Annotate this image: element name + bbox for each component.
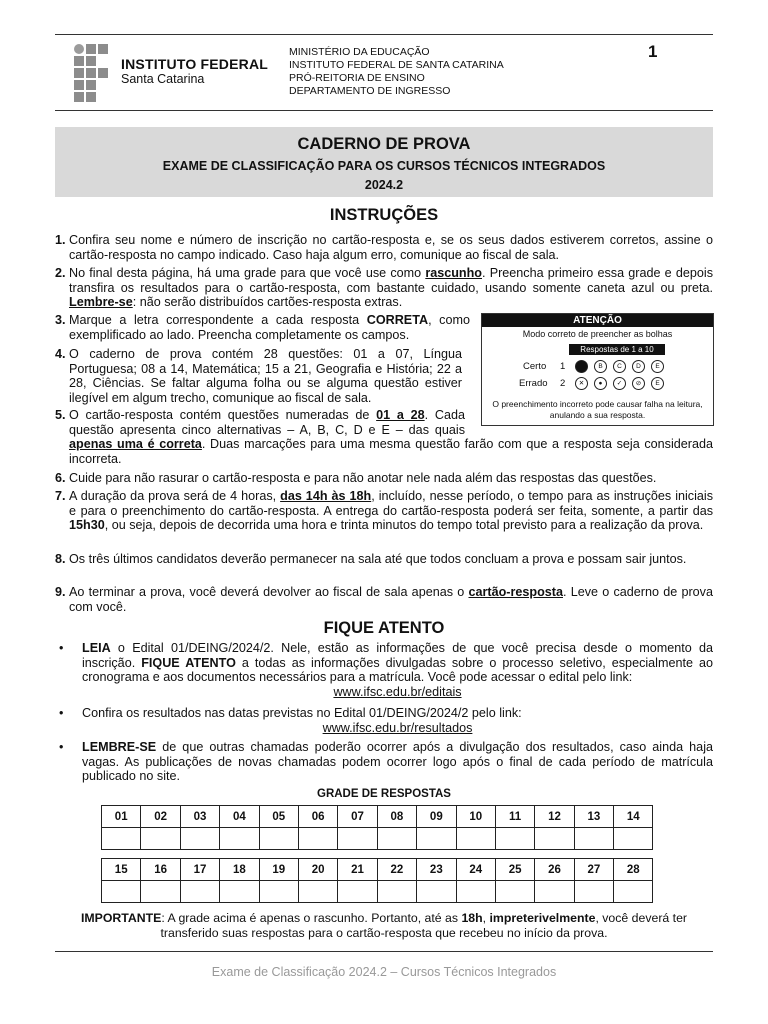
grid-question-number: 09: [417, 806, 456, 828]
grid-question-number: 15: [102, 859, 141, 881]
instruction-item: 2. No final desta página, há uma grade para que você use como rascunho. Preencha primeiro essa grade e depois transfira os resultados para o cartão-resposta, com bastante cuidado, usando somente caneta azul ou preta. Lembre-se: não serão distribuídos cartões-resposta extras.: [55, 266, 713, 310]
page-footer: Exame de Classificação 2024.2 – Cursos Técnicos Integrados: [211, 965, 557, 979]
grid-question-number: 20: [298, 859, 337, 881]
page-number: 1: [648, 42, 658, 61]
grid-answer-cell[interactable]: [259, 881, 298, 903]
grid-question-number: 18: [220, 859, 259, 881]
grid-answer-cell[interactable]: [377, 881, 416, 903]
resultados-link[interactable]: www.ifsc.edu.br/resultados: [322, 720, 473, 735]
grid-question-number: 03: [180, 806, 219, 828]
instruction-item: 8. Os três últimos candidatos deverão permanecer na sala até que todos concluam a prova e possam sair juntos.: [55, 552, 687, 566]
banner-title: CADERNO DE PROVA: [297, 135, 471, 153]
grid-question-number: 27: [574, 859, 613, 881]
grid-question-number: 22: [377, 859, 416, 881]
attentive-item: • LEMBRE-SE de que outras chamadas poderão ocorrer após a divulgação dos resultados, caso ainda haja vagas. As publicações de novas chamadas podem ocorrer logo após o final de cada período de matrícula publicado no site.: [59, 740, 713, 784]
title-banner: [55, 127, 713, 197]
grid-answer-row: [102, 881, 653, 903]
ministry-block: [289, 46, 504, 98]
bullet-icon: •: [59, 706, 64, 720]
bubble-e: E: [651, 377, 664, 390]
x-mark-icon: ✕: [575, 377, 588, 390]
correct-label: Certo: [523, 361, 547, 372]
answer-grid-2: [101, 858, 653, 903]
grid-answer-row: [102, 828, 653, 850]
wrong-label: Errado: [519, 378, 548, 389]
grid-answer-cell[interactable]: [535, 828, 574, 850]
important-note: IMPORTANTE: A grade acima é apenas o rascunho. Portanto, até as 18h, impreterivelmente, você deverá ter transferido suas respostas para o cartão-resposta que recebeu no início da prova.: [80, 911, 688, 940]
grid-answer-cell[interactable]: [102, 881, 141, 903]
grid-question-number: 10: [456, 806, 495, 828]
ministry-line: PRÓ-REITORIA DE ENSINO: [289, 72, 425, 84]
row-number: 2: [560, 378, 566, 389]
grid-answer-cell[interactable]: [298, 828, 337, 850]
grid-question-number: 24: [456, 859, 495, 881]
ministry-line: DEPARTAMENTO DE INGRESSO: [289, 85, 451, 97]
grid-answer-cell[interactable]: [417, 881, 456, 903]
grid-answer-cell[interactable]: [456, 881, 495, 903]
grid-question-number: 26: [535, 859, 574, 881]
attentive-item: • LEIA o Edital 01/DEING/2024/2. Nele, estão as informações de que você precisa desde o momento da inscrição. FIQUE ATENTO a todas as informações divulgadas sobre o processo seletivo, especialmente ao cronograma e aos documentos necessários para a matrícula. Você pode acessar o edital pelo link: www.ifsc.edu.br/editais: [59, 641, 713, 699]
instructions-heading: INSTRUÇÕES: [329, 206, 439, 224]
grid-question-number: 19: [259, 859, 298, 881]
attentive-heading: FIQUE ATENTO: [323, 619, 445, 637]
grid-answer-cell[interactable]: [338, 828, 377, 850]
filled-bubble-icon: [575, 360, 588, 373]
instruction-item: 9. Ao terminar a prova, você deverá devolver ao fiscal de sala apenas o cartão-resposta. Leve o caderno de prova com você.: [55, 585, 713, 614]
grid-question-number: 21: [338, 859, 377, 881]
scribble-mark-icon: ⊘: [632, 377, 645, 390]
bubble-c: C: [613, 360, 626, 373]
footer-rule: [55, 951, 713, 952]
bubble-e: E: [651, 360, 664, 373]
grid-question-number: 02: [141, 806, 180, 828]
bubble-d: D: [632, 360, 645, 373]
grid-answer-cell[interactable]: [180, 828, 219, 850]
grid-title: GRADE DE RESPOSTAS: [317, 788, 451, 800]
instruction-item: 5. O cartão-resposta contém questões numeradas de 01 a 28. Cada questão apresenta cinco alternativas – A, B, C, D e E – das quais apenas uma é correta. Duas marcações para uma mesma questão farão com que a resposta seja considerada incorreta.: [55, 408, 713, 466]
institute-name: INSTITUTO FEDERAL: [121, 56, 269, 72]
grid-answer-cell[interactable]: [574, 881, 613, 903]
grid-answer-cell[interactable]: [614, 881, 653, 903]
institute-logo: [74, 44, 120, 100]
institute-campus: Santa Catarina: [121, 72, 205, 86]
grid-answer-cell[interactable]: [298, 881, 337, 903]
grid-question-number: 23: [417, 859, 456, 881]
bullet-icon: •: [59, 740, 64, 754]
top-rule: [55, 34, 713, 35]
ministry-line: INSTITUTO FEDERAL DE SANTA CATARINA: [289, 59, 504, 71]
grid-question-number: 04: [220, 806, 259, 828]
grid-answer-cell[interactable]: [141, 828, 180, 850]
check-mark-icon: ✓: [613, 377, 626, 390]
grid-question-number: 16: [141, 859, 180, 881]
grid-question-number: 14: [614, 806, 653, 828]
grid-question-number: 28: [614, 859, 653, 881]
grid-answer-cell[interactable]: [259, 828, 298, 850]
grid-answer-cell[interactable]: [180, 881, 219, 903]
grid-question-number: 25: [495, 859, 534, 881]
grid-answer-cell[interactable]: [220, 881, 259, 903]
banner-subtitle: EXAME DE CLASSIFICAÇÃO PARA OS CURSOS TÉCNICOS INTEGRADOS: [162, 159, 606, 173]
instruction-text: O cartão-resposta contém questões numeradas de 01 a 28. Cada questão apresenta cinco alternativas – A, B, C, D e E – das quais apenas uma é correta. Duas marcações para uma mesma questão farão com que a resposta seja considerada incorreta.: [69, 408, 713, 466]
grid-answer-cell[interactable]: [220, 828, 259, 850]
grid-question-number: 13: [574, 806, 613, 828]
grid-number-row: [102, 806, 653, 828]
grid-answer-cell[interactable]: [377, 828, 416, 850]
grid-answer-cell[interactable]: [574, 828, 613, 850]
instruction-item: 7. A duração da prova será de 4 horas, das 14h às 18h, incluído, nesse período, o tempo para as instruções iniciais e para o preenchimento do cartão-resposta. A entrega do cartão-resposta poderá ser feita, somente, a partir das 15h30, ou seja, depois de decorrida uma hora e trinta minutos do tempo total previsto para a realização da prova.: [55, 489, 714, 533]
instruction-item: 1. Confira seu nome e número de inscrição no cartão-resposta e, se os seus dados estiverem corretos, assine o cartão-resposta no campo indicado. Caso haja algum erro, comunique ao fiscal de sala.: [55, 233, 713, 262]
editais-link[interactable]: www.ifsc.edu.br/editais: [333, 684, 462, 699]
header-rule: [55, 110, 713, 111]
attention-footnote: O preenchimento incorreto pode causar falha na leitura, anulando a sua resposta.: [492, 399, 703, 420]
grid-question-number: 01: [102, 806, 141, 828]
attention-subtitle: Modo correto de preencher as bolhas: [522, 329, 673, 339]
grid-question-number: 06: [298, 806, 337, 828]
instruction-item: 4. O caderno de prova contém 28 questões: 01 a 07, Língua Portuguesa; 08 a 14, Matemática; 15 a 21, Geografia e História; 22 a 28, Ciências. Se faltar alguma folha ou se alguma questão estiver ilegível em algum trecho, comunique ao fiscal de sala.: [55, 347, 462, 405]
ministry-line: MINISTÉRIO DA EDUCAÇÃO: [289, 46, 430, 58]
grid-question-number: 12: [535, 806, 574, 828]
grid-answer-cell[interactable]: [141, 881, 180, 903]
instruction-item: 3. Marque a letra correspondente a cada resposta CORRETA, como exemplificado ao lado. Preencha completamente os campos.: [55, 313, 470, 342]
grid-answer-cell[interactable]: [495, 828, 534, 850]
grid-answer-cell[interactable]: [535, 881, 574, 903]
attention-box: [481, 313, 714, 426]
attention-title: ATENÇÃO: [482, 314, 713, 327]
bullet-icon: •: [59, 641, 64, 655]
grid-answer-cell[interactable]: [495, 881, 534, 903]
grid-answer-cell[interactable]: [102, 828, 141, 850]
grid-answer-cell[interactable]: [417, 828, 456, 850]
grid-question-number: 17: [180, 859, 219, 881]
grid-answer-cell[interactable]: [338, 881, 377, 903]
banner-edition: 2024.2: [364, 178, 404, 192]
grid-question-number: 07: [338, 806, 377, 828]
instruction-item: 6. Cuide para não rasurar o cartão-resposta e para não anotar nele nada além das respostas das questões.: [55, 471, 657, 485]
dot-mark-icon: ●: [594, 377, 607, 390]
grid-question-number: 05: [259, 806, 298, 828]
bubble-b: B: [594, 360, 607, 373]
attentive-item: • Confira os resultados nas datas previstas no Edital 01/DEING/2024/2 pelo link: www.ifsc.edu.br/resultados: [59, 706, 522, 735]
row-number: 1: [560, 361, 566, 372]
grid-answer-cell[interactable]: [456, 828, 495, 850]
grid-question-number: 08: [377, 806, 416, 828]
answers-range-label: Respostas de 1 a 10: [569, 344, 665, 355]
answer-grid-1: [101, 805, 653, 850]
grid-question-number: 11: [495, 806, 534, 828]
grid-answer-cell[interactable]: [614, 828, 653, 850]
grid-number-row: [102, 859, 653, 881]
